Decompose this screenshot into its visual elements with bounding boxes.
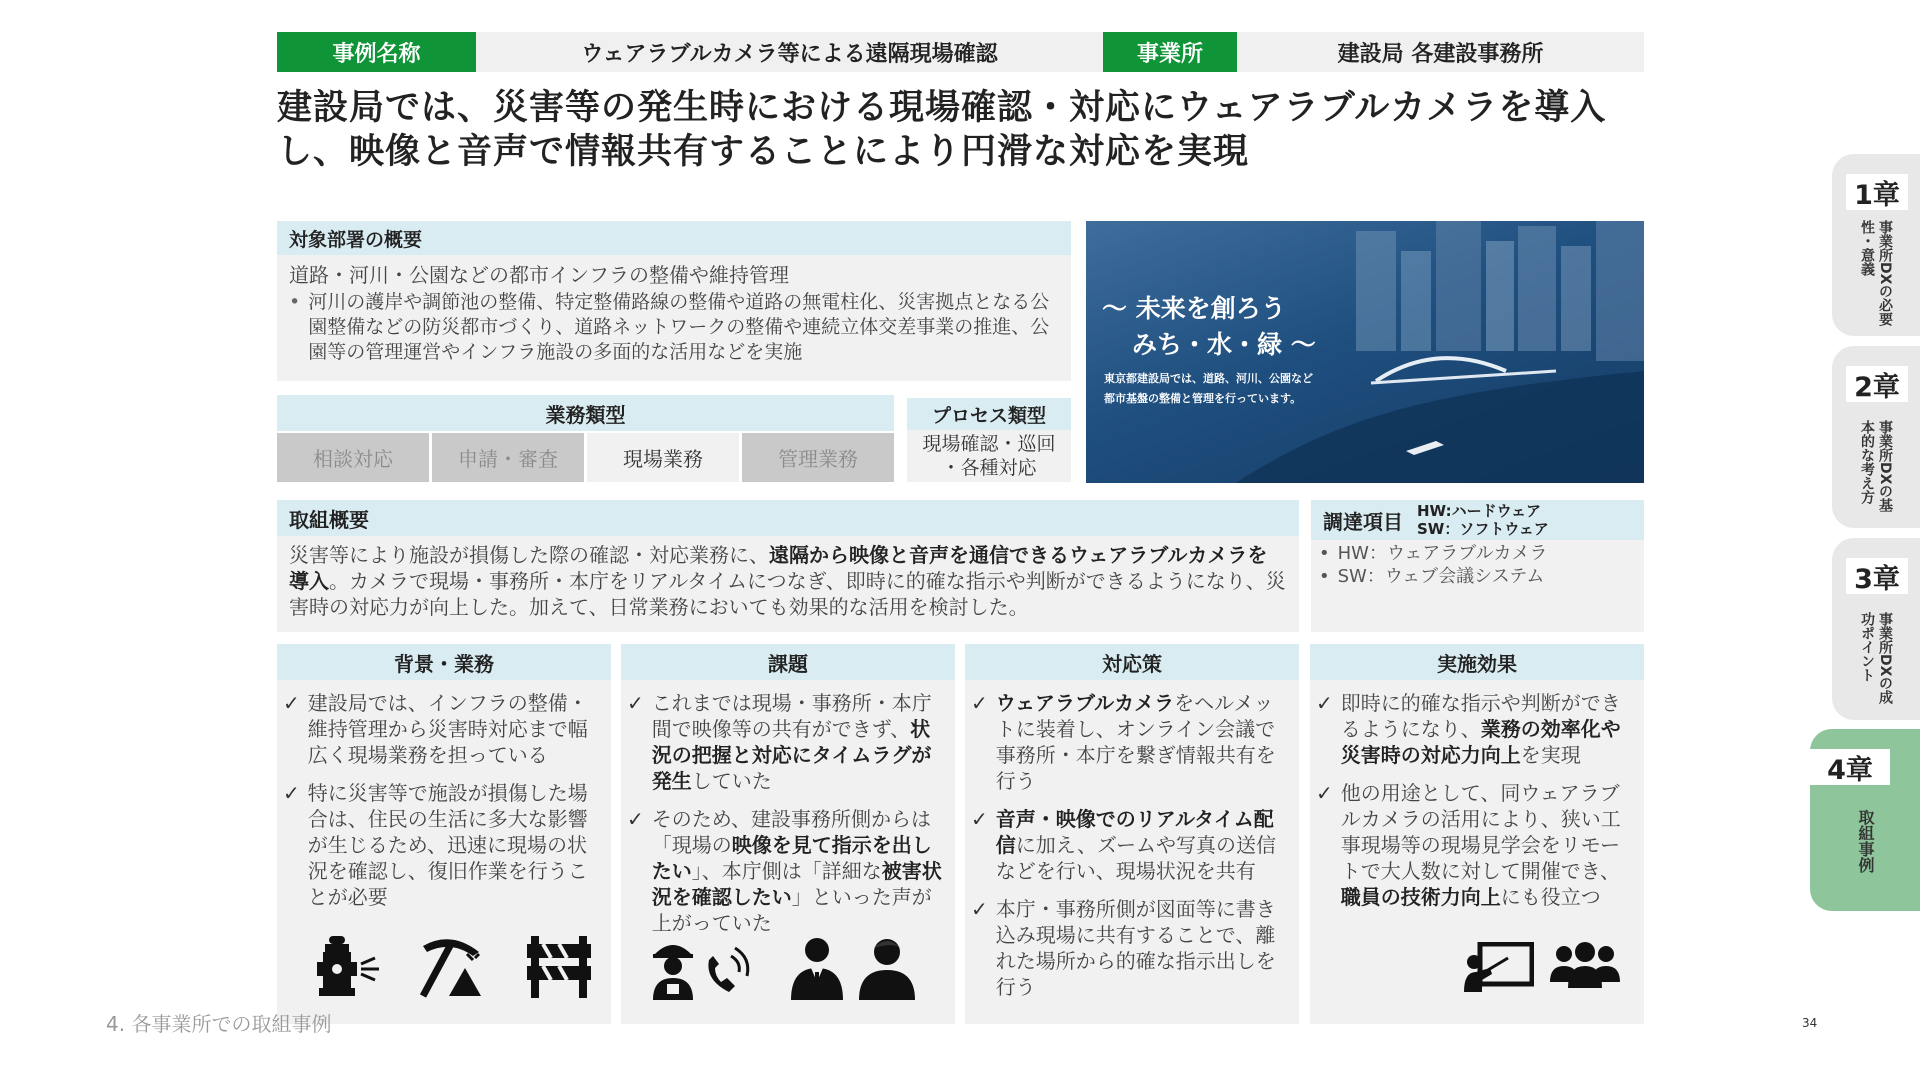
measure-item2-text: に加え、ズームや写真の送信などを行い、現場状況を共有: [995, 833, 1276, 883]
staff-icon: [787, 936, 847, 1000]
procurement-legend-hw: HW:ハードウェア: [1417, 502, 1542, 520]
effect-item2-text: 他の用途として、同ウェアラブルカメラの活用により、狭い工事現場等の現場見学会をリモートで大人数に対して開催でき、: [1340, 781, 1621, 883]
worker-phone-icon: [647, 936, 759, 1000]
effect-item2-tail: にも役立つ: [1500, 885, 1601, 909]
banner-title-line2: みち・水・緑 ～: [1132, 330, 1316, 359]
chapter-tab-1[interactable]: [1832, 154, 1920, 336]
overview-panel: [277, 500, 1299, 632]
check-mark: ✓: [971, 807, 988, 831]
bullet-mark: •: [1319, 543, 1330, 564]
issue-column: [621, 644, 955, 1024]
overview-text-part2: 。カメラで現場・事務所・本庁をリアルタイムにつなぎ、即時に的確な指示や判断ができるようになり、災害時の対応力が向上した。加えて、日常業務においても効果的な活用を検討した。: [289, 569, 1286, 619]
issue-item1-tail: していた: [691, 769, 772, 793]
footer-section: 4. 各事業所での取組事例: [106, 1012, 332, 1036]
check-mark: ✓: [971, 897, 988, 921]
chapter-1-subtitle: 事業所DXの必要性・意義: [1859, 220, 1893, 327]
issue-item2-bold1: 映像を見て指示を出したい: [651, 833, 932, 883]
presentation-icon: [1464, 942, 1534, 992]
measure-item1: [996, 690, 1291, 794]
measure-item2-bold: 音声・映像でのリアルタイム配信: [995, 807, 1274, 857]
issue-item1: [652, 690, 947, 794]
overview-text-bold: 遠隔から映像と音声を通信できるウェアラブルカメラを導入: [289, 543, 1268, 593]
issue-item1-text: これまでは現場・事務所・本庁間で映像等の共有ができず、: [651, 691, 932, 741]
effect-item1-text: 即時に的確な指示や判断ができるようになり、: [1340, 691, 1621, 741]
banner-caption: [1104, 369, 1313, 409]
office-tag: 事業所: [1103, 32, 1237, 72]
procurement-panel: [1311, 500, 1644, 632]
overview-heading: 取組概要: [277, 500, 1299, 536]
chapter-3-subtitle: 事業所DXの成功ポイント: [1859, 612, 1893, 705]
banner-caption-line1: 東京都建設局では、道路、河川、公園など: [1104, 372, 1313, 385]
banner-title: [1102, 291, 1316, 363]
headline-line2: し、映像と音声で情報共有することにより円滑な対応を実現: [277, 132, 1250, 172]
banner-caption-line2: 都市基盤の整備と管理を行っています。: [1104, 392, 1302, 405]
case-name-tag: 事例名称: [277, 32, 476, 72]
check-mark: ✓: [1316, 691, 1333, 715]
issue-item2-text: そのため、建設事務所側からは「現場の: [651, 807, 931, 857]
procurement-legend-sw: SW：ソフトウェア: [1417, 520, 1549, 538]
issue-heading: 課題: [621, 644, 955, 680]
chapter-tab-2[interactable]: [1832, 346, 1920, 528]
fire-hydrant-icon: [313, 934, 385, 1000]
chapter-2-subtitle: 事業所DXの基本的な考え方: [1859, 420, 1893, 513]
issue-item2: [652, 806, 947, 936]
department-lead: 道路・河川・公園などの都市インフラの整備や維持管理: [289, 263, 789, 287]
measure-heading: 対応策: [965, 644, 1299, 680]
check-mark: ✓: [627, 807, 644, 831]
business-type-management: 管理業務: [742, 433, 894, 482]
department-panel: [277, 221, 1071, 381]
barricade-icon: [523, 936, 595, 998]
effect-item1-tail: を実現: [1520, 743, 1581, 767]
chapter-tab-3[interactable]: [1832, 538, 1920, 720]
issue-item1-bold: 状況の把握と対応にタイムラグが発生: [651, 717, 932, 793]
business-type-consult: 相談対応: [277, 433, 429, 482]
page-number: 34: [1802, 1016, 1818, 1030]
chapter-4-subtitle: 取組事例: [1856, 809, 1875, 873]
chapter-2-label: 2章: [1846, 366, 1908, 402]
effect-item1-bold: 業務の効率化や災害時の対応力向上: [1340, 717, 1621, 767]
person-icon: [857, 936, 917, 1000]
issue-item2-mid: 」、本庁側は「詳細な: [691, 859, 882, 883]
procurement-heading: 調達項目: [1323, 509, 1403, 534]
overview-text: [277, 536, 1299, 632]
background-column: [277, 644, 611, 1024]
chapter-4-label: 4章: [1810, 749, 1890, 785]
background-item1: 建設局では、インフラの整備・維持管理から災害時対応まで幅広く現場業務を担っている: [307, 691, 588, 767]
business-type-heading: 業務類型: [277, 395, 894, 431]
overview-text-part1: 災害等により施設が損傷した際の確認・対応業務に、: [289, 543, 769, 567]
effect-column: [1310, 644, 1644, 1024]
measure-item1-text: をヘルメットに装着し、オンライン会議で事務所・本庁を繋ぎ情報共有を行う: [995, 691, 1276, 793]
chapter-3-label: 3章: [1846, 558, 1908, 594]
bullet-mark: •: [1319, 566, 1330, 587]
process-type-heading: プロセス類型: [907, 398, 1071, 430]
measure-column: [965, 644, 1299, 1024]
issue-item2-tail: 」といった声が上がっていた: [651, 885, 932, 935]
chapter-tab-4[interactable]: [1810, 729, 1920, 911]
measure-item1-bold: ウェアラブルカメラ: [995, 691, 1175, 715]
measure-item2: [996, 806, 1291, 884]
background-heading: 背景・業務: [277, 644, 611, 680]
process-type-line2: ・各種対応: [941, 457, 1037, 479]
check-mark: ✓: [283, 781, 300, 805]
procurement-legend: [1417, 502, 1549, 538]
measure-item3: 本庁・事務所側が図面等に書き込み現場に共有することで、離れた場所から的確な指示出しを行う: [995, 897, 1276, 999]
business-type-field: 現場業務: [587, 433, 739, 482]
pickaxe-icon: [415, 934, 487, 1000]
headline-line1: 建設局では、災害等の発生時における現場確認・対応にウェアラブルカメラを導入: [277, 88, 1607, 128]
chapter-1-label: 1章: [1846, 174, 1908, 210]
background-item2: 特に災害等で施設が損傷した場合は、住民の生活に多大な影響が生じるため、迅速に現場の状況を確認し、復旧作業を行うことが必要: [307, 781, 588, 909]
check-mark: ✓: [283, 691, 300, 715]
effect-item2-bold: 職員の技術力向上: [1340, 885, 1501, 909]
group-icon: [1550, 942, 1620, 988]
business-type-panel: [277, 395, 894, 482]
page-headline: [277, 86, 1657, 174]
issue-item2-bold2: 被害状況を確認したい: [651, 859, 942, 909]
effect-item2: [1341, 780, 1636, 910]
business-type-application: 申請・審査: [432, 433, 584, 482]
procurement-header: [1311, 500, 1644, 540]
check-mark: ✓: [971, 691, 988, 715]
banner-image: [1086, 221, 1644, 483]
procurement-item-sw: SW：ウェブ会議システム: [1337, 566, 1545, 587]
department-heading: 対象部署の概要: [277, 221, 1071, 255]
process-type-line1: 現場確認・巡回: [922, 433, 1056, 455]
procurement-item-hw: HW：ウェアラブルカメラ: [1337, 543, 1548, 564]
check-mark: ✓: [1316, 781, 1333, 805]
effect-item1: [1341, 690, 1636, 768]
check-mark: ✓: [627, 691, 644, 715]
bullet-mark: •: [289, 291, 301, 313]
case-name-value: ウェアラブルカメラ等による遠隔現場確認: [476, 32, 1103, 72]
office-value: 建設局 各建設事務所: [1237, 32, 1644, 72]
process-type-panel: [907, 398, 1071, 482]
effect-heading: 実施効果: [1310, 644, 1644, 680]
department-bullet: 河川の護岸や調節池の整備、特定整備路線の整備や道路の無電柱化、災害拠点となる公園整備などの防災都市づくり、道路ネットワークの整備や連続立体交差事業の推進、公園等の管理運営やインフラ施設の多面的な活用などを実施: [308, 291, 1050, 363]
banner-title-line1: ～ 未来を創ろう: [1102, 294, 1286, 323]
